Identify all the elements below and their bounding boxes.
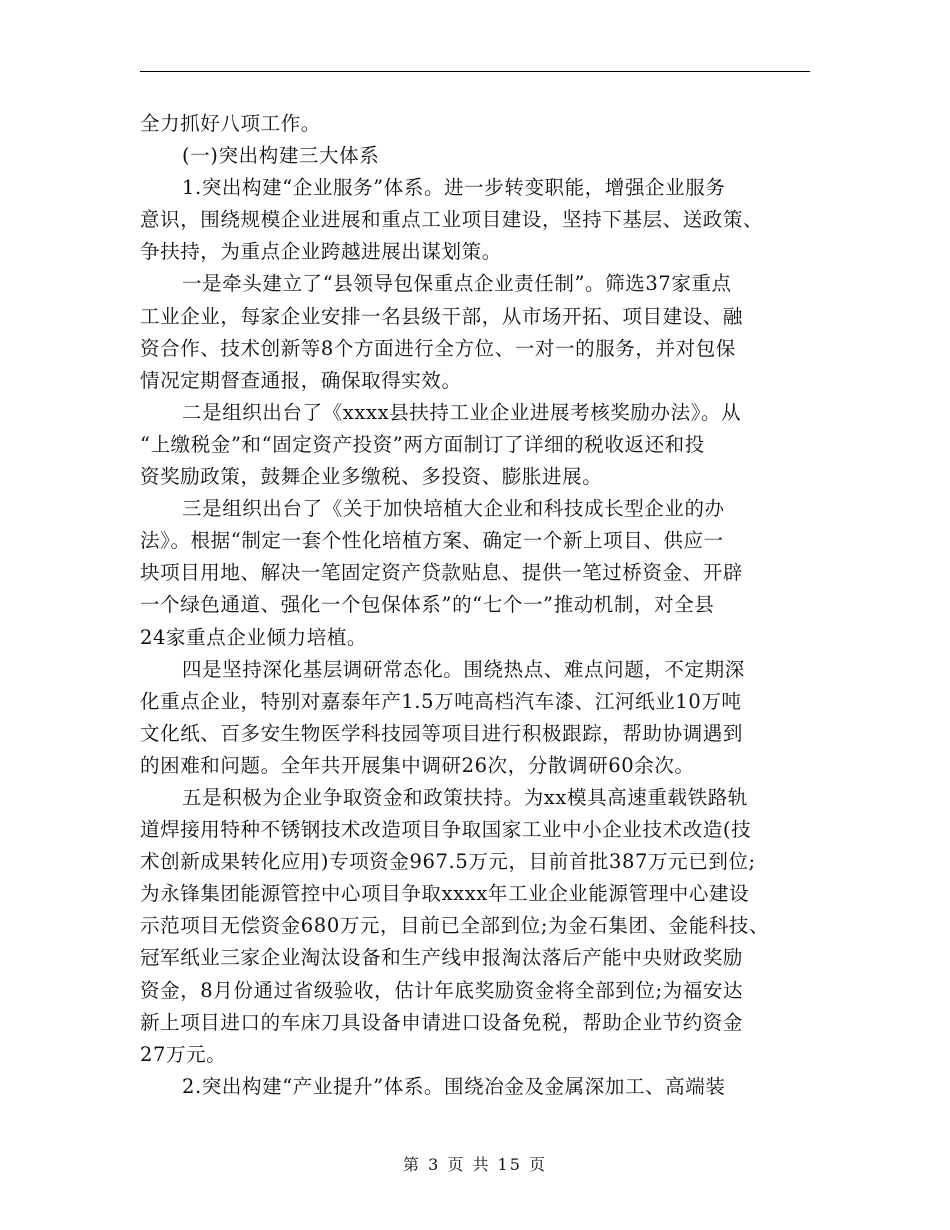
text-line: 化重点企业，特别对嘉泰年产1.5万吨高档汽车漆、江河纸业10万吨: [140, 689, 742, 713]
text-line: 块项目用地、解决一笔固定资产贷款贴息、提供一笔过桥资金、开辟: [140, 561, 744, 585]
text-line: 五是积极为企业争取资金和政策扶持。为xx模具高速重载铁路轨: [182, 785, 748, 809]
text-line: 全力抓好八项工作。: [140, 112, 321, 135]
text-line: 27万元。: [140, 1042, 227, 1066]
text-line: 资金，8月份通过省级验收，估计年底奖励资金将全部到位;为福安达: [140, 978, 744, 1002]
text-line: 术创新成果转化应用)专项资金967.5万元，目前首批387万元已到位;: [140, 850, 756, 874]
text-line: 道焊接用特种不锈钢技术改造项目争取国家工业中小企业技术改造(技: [140, 818, 752, 842]
document-body: [140, 108, 805, 1103]
text-line: “上缴税金”和“固定资产投资”两方面制订了详细的税收返还和投: [140, 432, 705, 456]
text-line: 意识，围绕规模企业进展和重点工业项目建设，坚持下基层、送政策、: [140, 208, 764, 232]
page-number-footer: 第 3 页 共 15 页: [403, 1155, 547, 1174]
text-line: 新上项目进口的车床刀具设备申请进口设备免税，帮助企业节约资金: [140, 1010, 744, 1034]
text-line: 三是组织出台了《关于加快培植大企业和科技成长型企业的办: [182, 497, 725, 521]
text-line: 的困难和问题。全年共开展集中调研26次，分散调研60余次。: [140, 753, 695, 777]
text-line: 24家重点企业倾力培植。: [140, 625, 368, 649]
header-rule: [140, 71, 810, 72]
text-line: 资奖励政策，鼓舞企业多缴税、多投资、膨胀进展。: [140, 465, 603, 489]
text-line: 一是牵头建立了“县领导包保重点企业责任制”。筛选37家重点: [182, 272, 732, 296]
text-line: 工业企业，每家企业安排一名县级干部，从市场开拓、项目建设、融: [140, 304, 744, 328]
text-line: 法》。根据“制定一套个性化培植方案、确定一个新上项目、供应一: [140, 529, 724, 553]
text-line: 为永锋集团能源管控中心项目争取xxxx年工业企业能源管理中心建设: [140, 882, 750, 906]
text-line: 2.突出构建“产业提升”体系。围绕冶金及金属深加工、高端装: [182, 1074, 726, 1098]
text-line: 1.突出构建“企业服务”体系。进一步转变职能，增强企业服务: [182, 176, 726, 200]
text-line: 资合作、技术创新等8个方面进行全方位、一对一的服务，并对包保: [140, 336, 736, 360]
text-line: 冠军纸业三家企业淘汰设备和生产线申报淘汰落后产能中央财政奖励: [140, 946, 744, 970]
text-line: 争扶持，为重点企业跨越进展出谋划策。: [140, 240, 502, 264]
text-line: 二是组织出台了《xxxx县扶持工业企业进展考核奖励办法》。从: [182, 400, 742, 424]
text-line: (一)突出构建三大体系: [182, 144, 380, 168]
text-line: 情况定期督查通报，确保取得实效。: [140, 368, 462, 392]
text-line: 一个绿色通道、强化一个包保体系”的“七个一”推动机制，对全县: [140, 593, 715, 617]
text-line: 示范项目无偿资金680万元，目前已全部到位;为金石集团、金能科技、: [140, 914, 770, 938]
text-line: 文化纸、百多安生物医学科技园等项目进行积极跟踪，帮助协调遇到: [140, 721, 744, 745]
text-line: 四是坚持深化基层调研常态化。围绕热点、难点问题，不定期深: [182, 657, 745, 681]
